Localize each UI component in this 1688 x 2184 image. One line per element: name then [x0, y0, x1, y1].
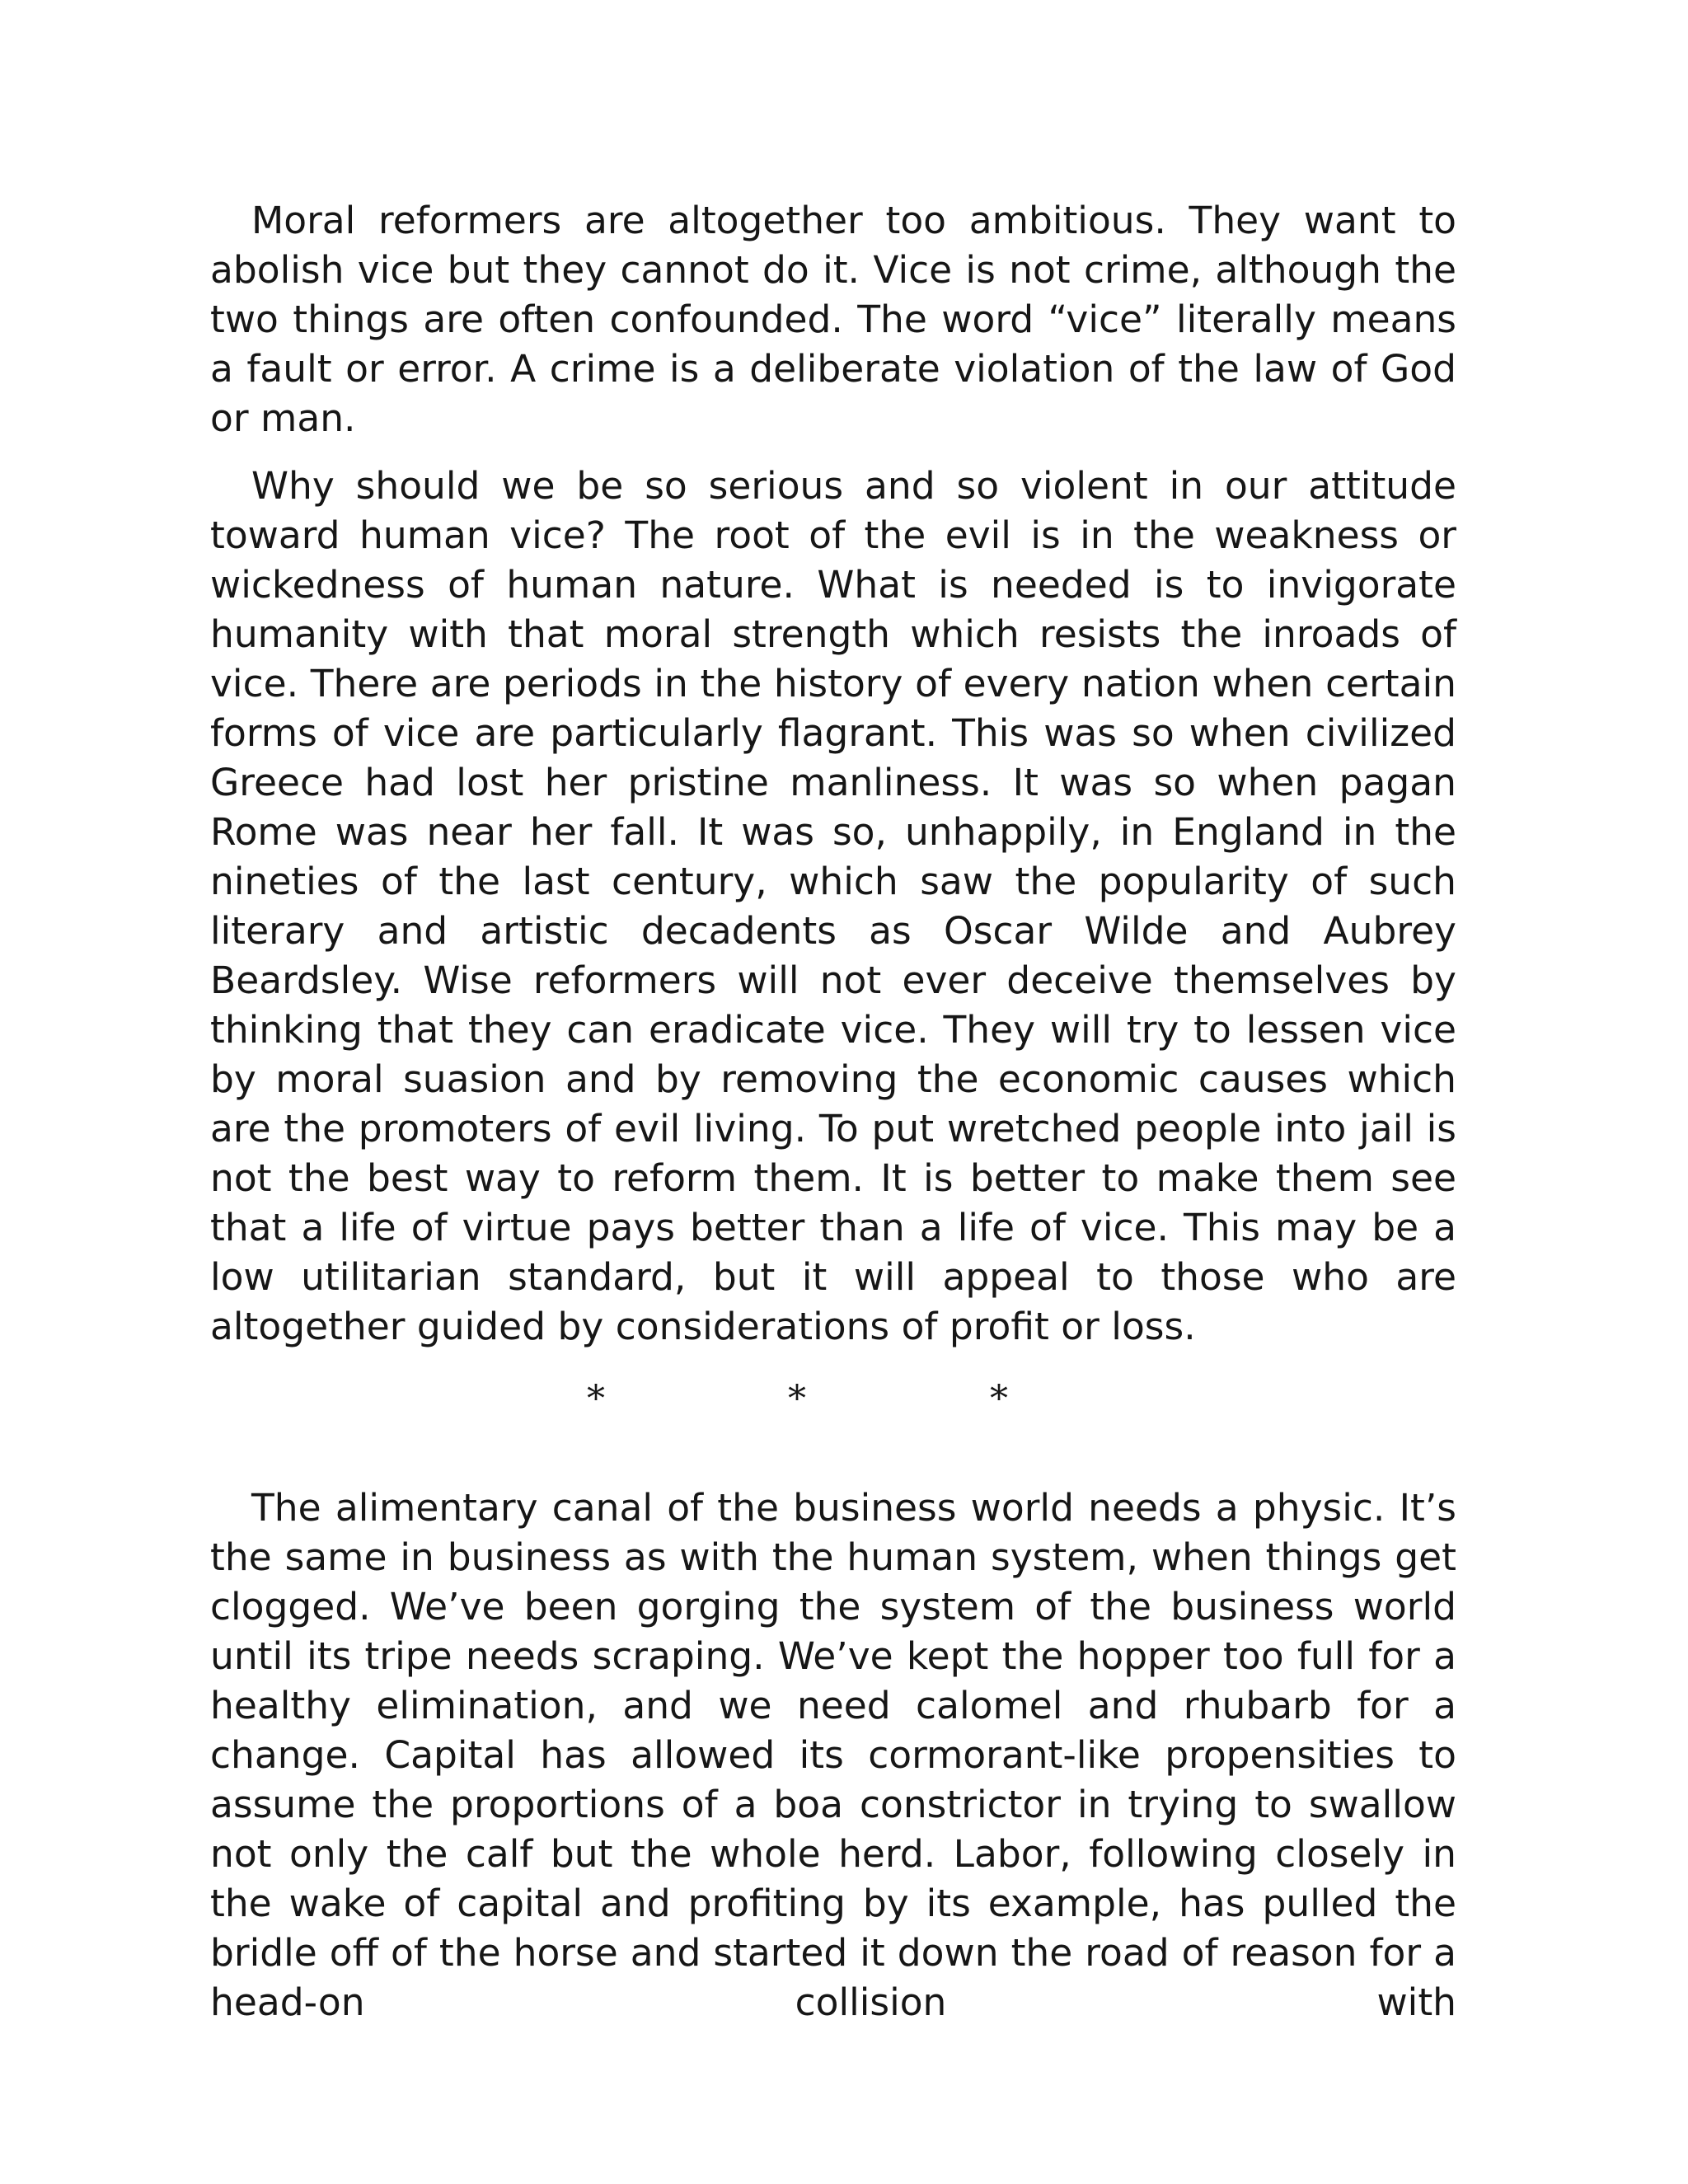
section-divider: [210, 1375, 1456, 1454]
divider-asterisk-3: *: [990, 1378, 1008, 1420]
divider-asterisk-2: *: [788, 1378, 806, 1420]
paragraph-human-vice: Why should we be so serious and so violent in our attitude toward human vice? The root of the evil is in the weakness or wickedness of human nature. What is needed is to invigorate humanity with that moral strength which resists the inroads of vice. There are periods in the history of every nation when certain forms of vice are particularly flagrant. This was so when civilized Greece had lost her pristine manliness. It was so when pagan Rome was near her fall. It was so, unhappily, in England in the nineties of the last century, which saw the popularity of such literary and artistic decadents as Oscar Wilde and Aubrey Beardsley. Wise reformers will not ever deceive themselves by thinking that they can eradicate vice. They will try to lessen vice by moral suasion and by removing the economic causes which are the promoters of evil living. To put wretched people into jail is not the best way to reform them. It is better to make them see that a life of virtue pays better than a life of vice. This may be a low utilitarian standard, but it will appeal to those who are altogether guided by considerations of profit or loss.: [210, 464, 1456, 1348]
divider-asterisk-1: *: [587, 1378, 605, 1420]
paragraph-moral-reformers: Moral reformers are altogether too ambitious. They want to abolish vice but they cannot do it. Vice is not crime, although the two things are often confounded. The word “vice” literally means a fault or error. A crime is a deliberate violation of the law of God or man.: [210, 199, 1456, 440]
paragraph-business-world: The alimentary canal of the business world needs a physic. It’s the same in business as with the human system, when things get clogged. We’ve been gorging the system of the business world until its tripe needs scraping. We’ve kept the hopper too full for a healthy elimination, and we need calomel and rhubarb for a change. Capital has allowed its cormorant-like propensities to assume the proportions of a boa constrictor in trying to swallow not only the calf but the whole herd. Labor, following closely in the wake of capital and profiting by its example, has pulled the bridle off of the horse and started it down the road of reason for a head-on collision with: [210, 1486, 1456, 2024]
document-page: [210, 196, 1456, 2027]
